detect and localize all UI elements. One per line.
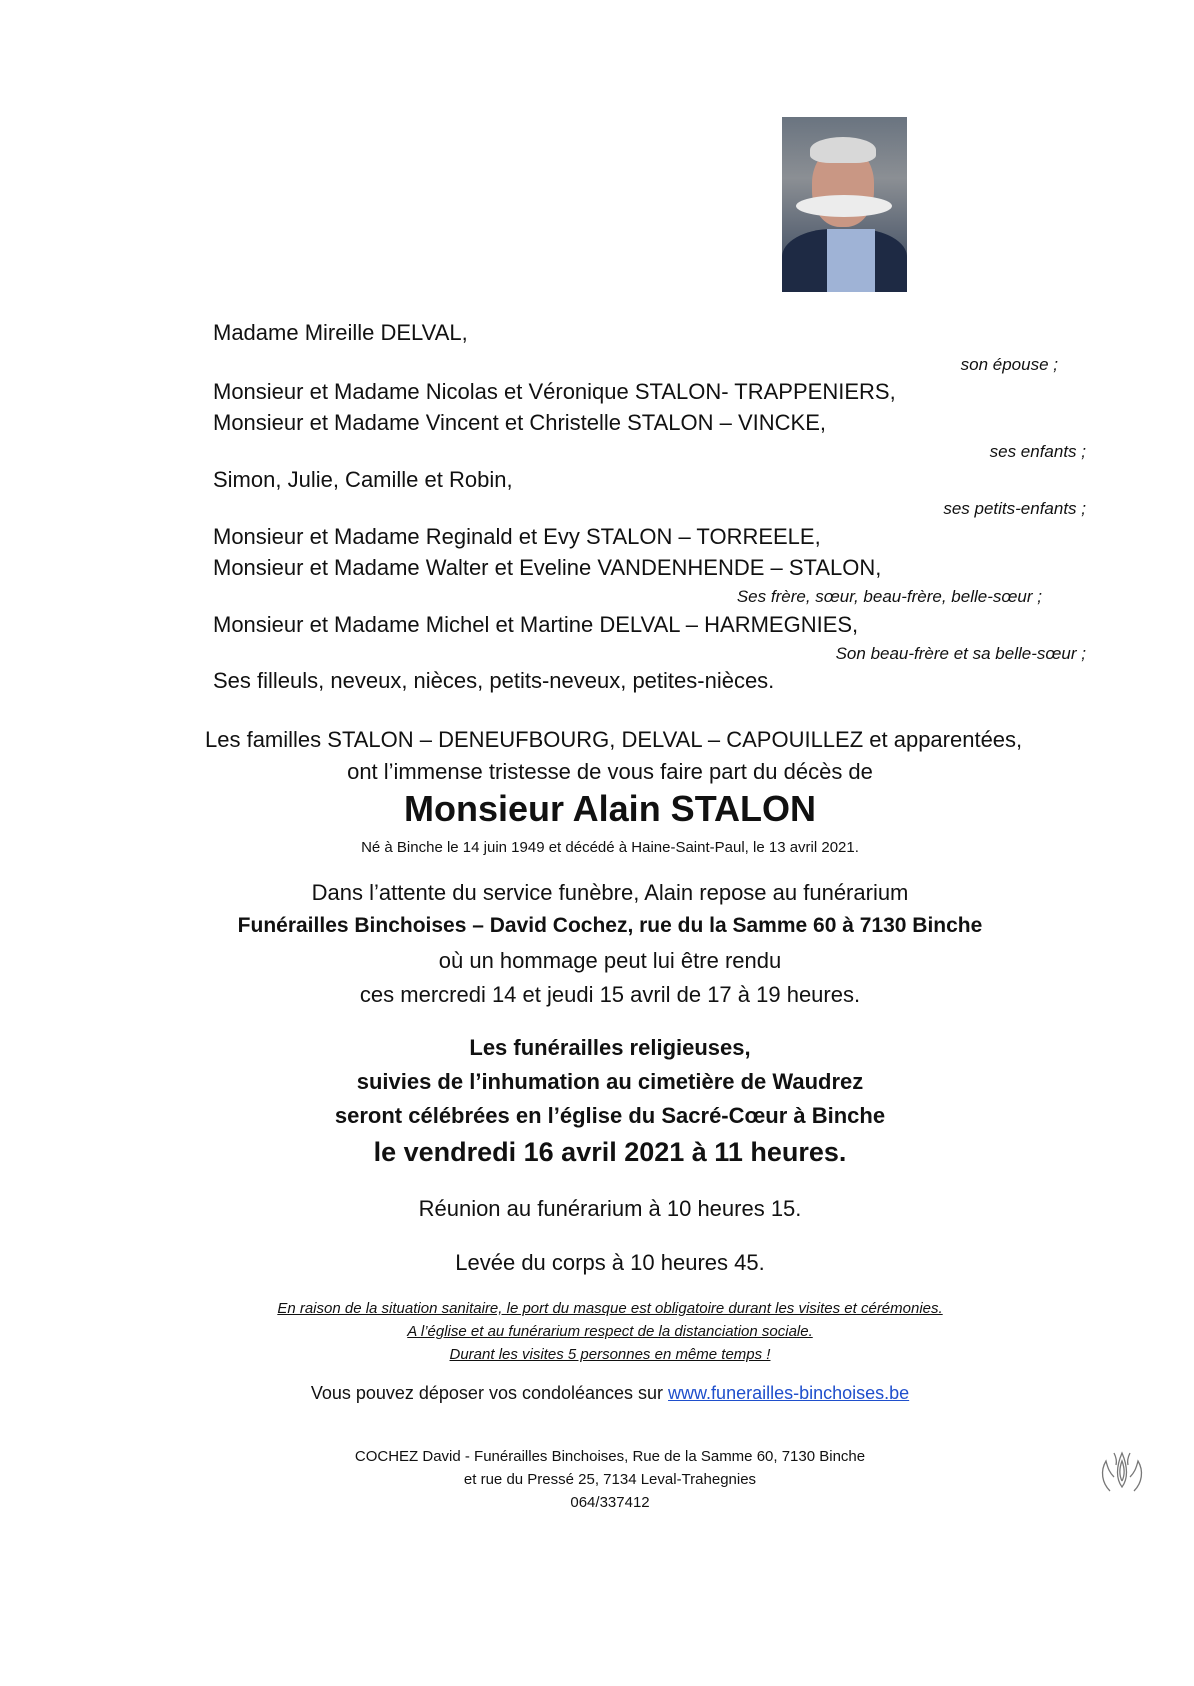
- ceremony-line: seront célébrées en l’église du Sacré-Cœur à Binche: [334, 1103, 886, 1128]
- family-name: Madame Mireille DELVAL,: [213, 320, 468, 345]
- family-name: Monsieur et Madame Vincent et Christelle STALON – VINCKE,: [213, 410, 826, 435]
- family-name: Monsieur et Madame Michel et Martine DELVAL – HARMEGNIES,: [213, 612, 859, 637]
- reunion-time: Réunion au funérarium à 10 heures 15.: [418, 1196, 802, 1221]
- deceased-name: Monsieur Alain STALON: [403, 788, 816, 829]
- family-name: Simon, Julie, Camille et Robin,: [213, 467, 513, 492]
- family-relation: ses petits-enfants ;: [943, 499, 1086, 518]
- sanitary-notice: Durant les visites 5 personnes en même temps !: [449, 1346, 771, 1363]
- footer-address: COCHEZ David - Funérailles Binchoises, Rue de la Samme 60, 7130 Binche: [354, 1448, 866, 1465]
- sanitary-notice: En raison de la situation sanitaire, le port du masque est obligatoire durant les visites et cérémonies.: [277, 1300, 943, 1317]
- sanitary-notice: A l’église et au funérarium respect de la distanciation sociale.: [407, 1323, 813, 1340]
- announcement-line: ont l’immense tristesse de vous faire part du décès de: [347, 759, 873, 784]
- ceremony-line: suivies de l’inhumation au cimetière de Waudrez: [356, 1069, 864, 1094]
- family-name: Monsieur et Madame Walter et Eveline VANDENHENDE – STALON,: [213, 555, 882, 580]
- family-relation: Son beau-frère et sa belle-sœur ;: [835, 644, 1086, 663]
- announcement-line: Les familles STALON – DENEUFBOURG, DELVAL – CAPOUILLEZ et apparentées,: [205, 727, 1023, 752]
- funerarium-line: Dans l’attente du service funèbre, Alain repose au funérarium: [311, 880, 909, 905]
- condolences-link[interactable]: www.funerailles-binchoises.be: [668, 1383, 910, 1403]
- birth-death-dates: Né à Binche le 14 juin 1949 et décédé à Haine-Saint-Paul, le 13 avril 2021.: [361, 839, 859, 856]
- family-relation: son épouse ;: [960, 355, 1058, 374]
- footer-phone: 064/337412: [570, 1494, 650, 1511]
- family-name: Monsieur et Madame Nicolas et Véronique STALON- TRAPPENIERS,: [213, 379, 896, 404]
- family-name: Monsieur et Madame Reginald et Evy STALON – TORREELE,: [213, 524, 821, 549]
- ceremony-date: le vendredi 16 avril 2021 à 11 heures.: [373, 1137, 847, 1167]
- family-relation: Ses frère, sœur, beau-frère, belle-sœur ;: [736, 587, 1042, 606]
- deceased-photo: [782, 117, 907, 292]
- family-relation: ses enfants ;: [989, 442, 1086, 461]
- funerarium-hours: ces mercredi 14 et jeudi 15 avril de 17 à 19 heures.: [359, 982, 861, 1007]
- ceremony-line: Les funérailles religieuses,: [469, 1035, 751, 1060]
- condolences-text: Vous pouvez déposer vos condoléances sur: [310, 1383, 669, 1403]
- footer-address: et rue du Pressé 25, 7134 Leval-Trahegnies: [463, 1471, 757, 1488]
- levee-time: Levée du corps à 10 heures 45.: [455, 1250, 765, 1275]
- funerarium-line: où un hommage peut lui être rendu: [438, 948, 782, 973]
- family-name: Ses filleuls, neveux, nièces, petits-neveux, petites-nièces.: [213, 668, 775, 693]
- condolences-line: [190, 1383, 1030, 1404]
- funerarium-address: Funérailles Binchoises – David Cochez, rue du la Samme 60 à 7130 Binche: [237, 914, 983, 937]
- flame-hands-logo-icon: [1096, 1447, 1148, 1493]
